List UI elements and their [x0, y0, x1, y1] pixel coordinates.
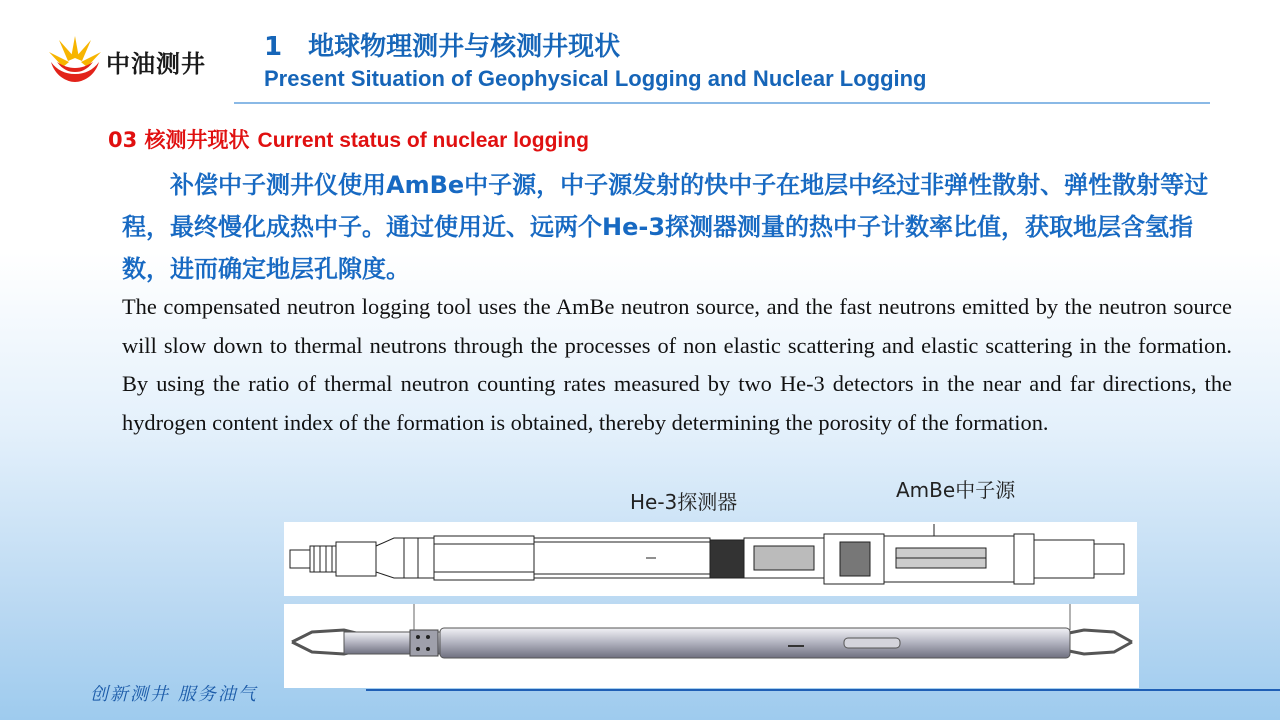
- page-title-en: Present Situation of Geophysical Logging and Nuclear Logging: [264, 66, 927, 91]
- tool-schematic-drawing: [284, 522, 1137, 596]
- detector-label: He-3探测器: [630, 490, 738, 514]
- title-cn-text: 地球物理测井与核测井现状: [308, 32, 621, 62]
- company-name: 中油测井: [106, 50, 206, 78]
- company-logo: [44, 32, 106, 84]
- title-divider: [234, 102, 1210, 104]
- section-heading-en: Current status of nuclear logging: [257, 129, 589, 152]
- section-heading: [108, 124, 589, 154]
- body-paragraph-cn: [122, 164, 1232, 290]
- section-heading-cn: 03 核测井现状: [108, 128, 250, 152]
- source-label: AmBe中子源: [896, 478, 1016, 502]
- footer-slogan: 创新测井 服务油气: [90, 684, 258, 705]
- footer-divider: [366, 689, 1280, 691]
- section-number: 1: [264, 32, 283, 62]
- body-cn-text: 补偿中子测井仪使用AmBe中子源，中子源发射的快中子在地层中经过非弹性散射、弹性散射等过程，最终慢化成热中子。通过使用近、远两个He-3探测器测量的热中子计数率比值，获取地层含氢指数，进而确定地层孔隙度。: [122, 171, 1209, 283]
- page-title-cn: [264, 26, 620, 63]
- logo-emblem-icon: [49, 36, 101, 82]
- tool-photo-render: [284, 604, 1139, 688]
- body-paragraph-en: The compensated neutron logging tool uses the AmBe neutron source, and the fast neutrons emitted by the neutron source will slow down to thermal neutrons through the processes of non elastic scattering and elastic scattering in the formation. By using the ratio of thermal neutron counting rates measured by two He-3 detectors in the near and far directions, the hydrogen content index of the formation is obtained, thereby determining the porosity of the formation.: [122, 294, 1232, 436]
